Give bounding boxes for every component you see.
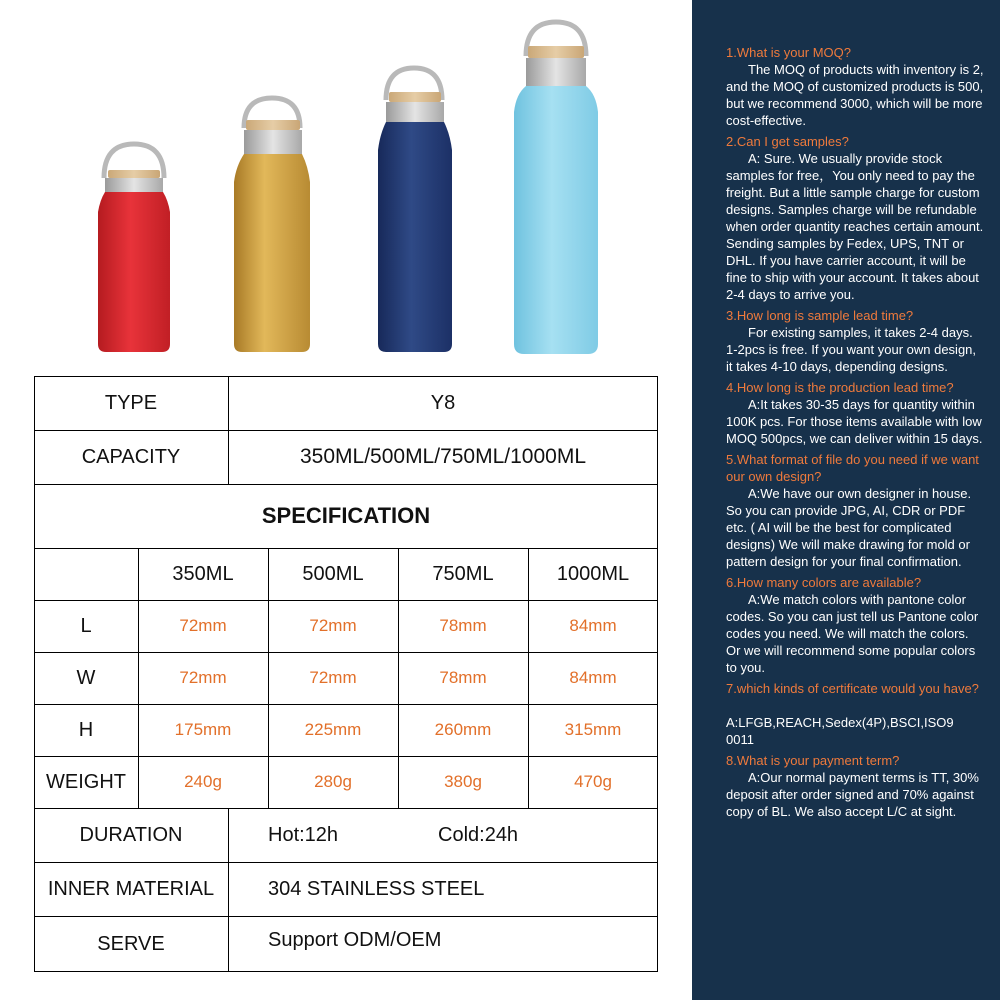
- size-header-350: 350ML: [172, 562, 234, 585]
- faq-question: 1.What is your MOQ?: [726, 45, 851, 60]
- faq-item-colors: [726, 574, 984, 676]
- capacity-label: CAPACITY: [81, 445, 181, 468]
- serve-value: Support ODM/OEM: [268, 928, 442, 951]
- table-cell: 84mm: [569, 668, 617, 687]
- faq-answer: For existing samples, it takes 2-4 days. 1-2pcs is free. If you want your own design, it takes 4-10 days, depending designs.: [726, 325, 977, 374]
- table-cell: 72mm: [179, 616, 227, 635]
- table-cell: 72mm: [309, 668, 357, 687]
- bottle-lineup: [0, 0, 690, 370]
- table-cell: 470g: [574, 772, 612, 791]
- duration-label: DURATION: [79, 823, 183, 846]
- faq-question: 5.What format of file do you need if we want our own design?: [726, 452, 979, 484]
- faq-answer: The MOQ of products with inventory is 2, and the MOQ of customized products is 500, but we recommend 3000, which will be more cost-effective.: [726, 62, 984, 128]
- faq-answer: A:It takes 30-35 days for quantity within 100K pcs. For those items available with low MOQ 500pcs, we can deliver within 15 days.: [726, 397, 983, 446]
- table-cell: 315mm: [564, 720, 622, 739]
- type-label: TYPE: [104, 391, 158, 414]
- duration-cold: Cold:24h: [438, 823, 519, 846]
- table-cell: 84mm: [569, 616, 617, 635]
- faq-item-certificate: [726, 680, 984, 748]
- size-header-500: 500ML: [302, 562, 364, 585]
- faq-item-payment: [726, 752, 984, 820]
- table-cell: 78mm: [439, 616, 487, 635]
- faq-item-sample-lead-time: [726, 307, 984, 375]
- table-cell: 380g: [444, 772, 482, 791]
- faq-item-file-format: [726, 451, 984, 570]
- row-label-l: L: [80, 614, 92, 637]
- table-cell: 225mm: [304, 720, 362, 739]
- type-value: Y8: [430, 391, 456, 414]
- faq-panel: [692, 0, 1000, 1000]
- inner-material-value: 304 STAINLESS STEEL: [268, 877, 485, 900]
- table-cell: 72mm: [179, 668, 227, 687]
- faq-item-samples: [726, 133, 984, 303]
- faq-question: 2.Can I get samples?: [726, 134, 849, 149]
- size-header-1000: 1000ML: [556, 562, 630, 585]
- capacity-value: 350ML/500ML/750ML/1000ML: [299, 445, 587, 468]
- faq-answer: A:We have our own designer in house. So you can provide JPG, AI, CDR or PDF etc. ( AI will be the best for complicated designs) We will make drawing for mold or pattern design for your final confirmation.: [726, 486, 972, 569]
- table-cell: 260mm: [434, 720, 492, 739]
- spec-title: SPECIFICATION: [261, 503, 431, 528]
- faq-answer: A:We match colors with pantone color codes. So you can just tell us Pantone color codes you need. We will match the colors. Or we will recommend some popular colors to you.: [726, 592, 979, 675]
- bottle-navy-750ml: [378, 68, 452, 352]
- row-label-weight: WEIGHT: [46, 770, 126, 793]
- spec-table: [34, 376, 658, 972]
- inner-material-label: INNER MATERIAL: [47, 877, 215, 900]
- faq-question: 7.which kinds of certificate would you have?: [726, 681, 979, 696]
- faq-question: 6.How many colors are available?: [726, 575, 922, 590]
- table-cell: 240g: [184, 772, 222, 791]
- faq-answer: A:LFGB,REACH,Sedex(4P),BSCI,ISO9 0011: [726, 715, 954, 747]
- bottle-sky-1000ml: [514, 22, 598, 354]
- faq-item-production-lead-time: [726, 379, 984, 447]
- duration-hot: Hot:12h: [268, 823, 339, 846]
- row-label-w: W: [76, 666, 96, 689]
- table-cell: 175mm: [174, 720, 232, 739]
- row-label-h: H: [78, 718, 94, 741]
- table-cell: 72mm: [309, 616, 357, 635]
- size-header-750: 750ML: [432, 562, 494, 585]
- faq-question: 4.How long is the production lead time?: [726, 380, 954, 395]
- table-cell: 78mm: [439, 668, 487, 687]
- table-cell: 280g: [314, 772, 352, 791]
- bottle-gold-500ml: [234, 98, 310, 352]
- faq-answer: A:Our normal payment terms is TT, 30% deposit after order signed and 70% against copy of BL. We also accept L/C at sight.: [726, 770, 979, 819]
- faq-question: 3.How long is sample lead time?: [726, 308, 914, 323]
- bottle-red-350ml: [98, 144, 170, 352]
- serve-label: SERVE: [97, 932, 165, 955]
- faq-item-moq: [726, 44, 984, 129]
- faq-answer: A: Sure. We usually provide stock samples for free，You only need to pay the freight. But a little sample charge for custom designs. Samples charge will be refundable when order quantity reaches certain amount. Sending samples by Fedex, UPS, TNT or DHL. If you have carrier account, it will be fine to ship with your account. It takes about 2-4 days to arrive you.: [726, 151, 984, 302]
- faq-question: 8.What is your payment term?: [726, 753, 900, 768]
